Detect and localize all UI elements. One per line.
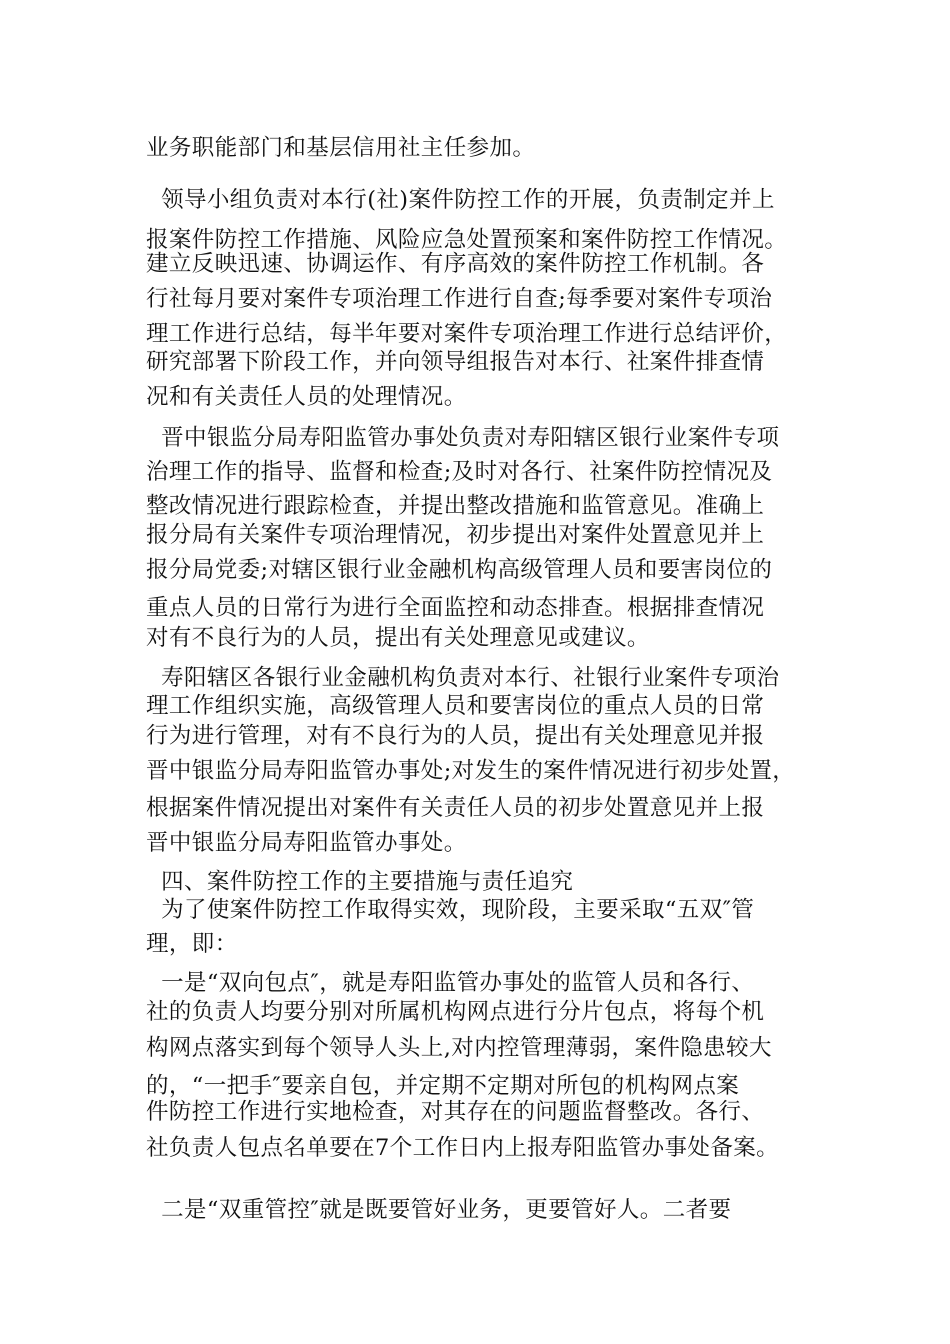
paragraph-line: 二是“双重管控″就是既要管好业务，更要管好人。二者要 <box>146 1197 732 1223</box>
text-line: 整改情况进行跟踪检查，并提出整改措施和监管意见。准确上 <box>146 493 765 519</box>
text-line: 构网点落实到每个领导人头上,对内控管理薄弱，案件隐患较大 <box>146 1035 772 1061</box>
paragraph-line: 晋中银监分局寿阳监管办事处负责对寿阳辖区银行业案件专项 <box>146 425 780 451</box>
text-line: 的，“一把手″要亲自包，并定期不定期对所包的机构网点案 <box>146 1073 740 1099</box>
text-line: 根据案件情况提出对案件有关责任人员的初步处置意见并上报 <box>146 795 765 821</box>
text-line: 社的负责人均要分别对所属机构网点进行分片包点，将每个机 <box>146 999 765 1025</box>
text-line: 行为进行管理，对有不良行为的人员，提出有关处理意见并报 <box>146 723 765 749</box>
text-line: 晋中银监分局寿阳监管办事处。 <box>146 830 467 856</box>
paragraph-line: 领导小组负责对本行(社)案件防控工作的开展，负责制定并上 <box>146 187 775 213</box>
text-line: 业务职能部门和基层信用社主任参加。 <box>146 135 536 161</box>
text-line: 对有不良行为的人员，提出有关处理意见或建议。 <box>146 625 650 651</box>
paragraph-line: 寿阳辖区各银行业金融机构负责对本行、社银行业案件专项治 <box>146 665 780 691</box>
text-line: 建立反映迅速、协调运作、有序高效的案件防控工作机制。各 <box>146 251 765 277</box>
text-line: 报案件防控工作措施、风险应急处置预案和案件防控工作情况。 <box>146 227 788 253</box>
text-line: 研究部署下阶段工作，并向领导组报告对本行、社案件排查情 <box>146 349 765 375</box>
text-line: 理工作进行总结，每半年要对案件专项治理工作进行总结评价， <box>146 321 788 347</box>
text-line: 治理工作的指导、监督和检查;及时对各行、社案件防控情况及 <box>146 459 773 485</box>
text-line: 晋中银监分局寿阳监管办事处;对发生的案件情况进行初步处置， <box>146 758 796 784</box>
text-line: 件防控工作进行实地检查，对其存在的问题监督整改。各行、 <box>146 1099 765 1125</box>
section-heading: 四、案件防控工作的主要措施与责任追究 <box>146 869 574 895</box>
text-line: 理，即： <box>146 931 238 957</box>
paragraph-line: 为了使案件防控工作取得实效，现阶段，主要采取“五双″管 <box>146 897 755 923</box>
text-line: 理工作组织实施，高级管理人员和要害岗位的重点人员的日常 <box>146 693 765 719</box>
text-line: 社负责人包点名单要在7个工作日内上报寿阳监管办事处备案。 <box>146 1135 780 1161</box>
text-line: 报分局党委;对辖区银行业金融机构高级管理人员和要害岗位的 <box>146 557 773 583</box>
text-line: 况和有关责任人员的处理情况。 <box>146 384 467 410</box>
paragraph-line: 一是“双向包点″，就是寿阳监管办事处的监管人员和各行、 <box>146 970 755 996</box>
text-line: 重点人员的日常行为进行全面监控和动态排查。根据排查情况 <box>146 595 765 621</box>
text-line: 行社每月要对案件专项治理工作进行自查;每季要对案件专项治 <box>146 286 773 312</box>
text-line: 报分局有关案件专项治理情况，初步提出对案件处置意见并上 <box>146 522 765 548</box>
